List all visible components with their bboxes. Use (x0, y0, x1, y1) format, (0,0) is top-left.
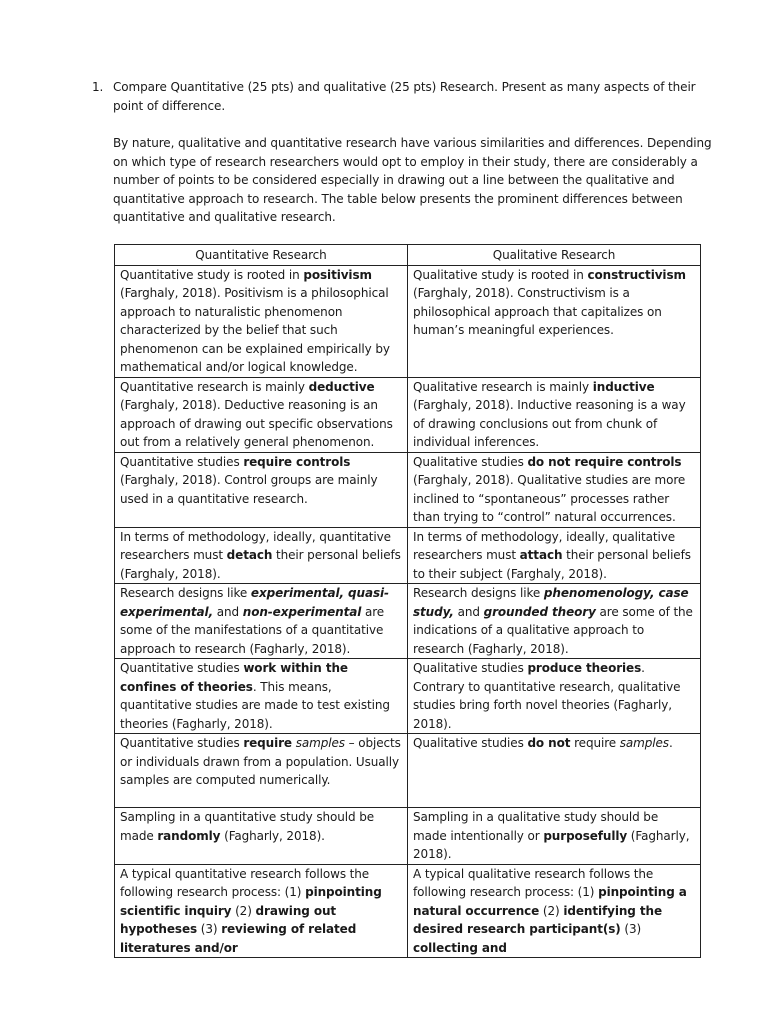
table-header-row (115, 245, 701, 266)
qual-cell: Qualitative research is mainly inductive (Farghaly, 2018). Inductive reasoning is a way of drawing conclusions out from chunk of individual inferences. (408, 377, 701, 452)
table-row (115, 808, 701, 865)
intro-paragraph: By nature, qualitative and quantitative research have various similarities and differences. Depending on which type of research researchers would opt to employ in their study, there are considerably a number of points to be considered especially in drawing out a line between the qualitative and quantitative approach to research. The table below presents the prominent differences between quantitative and qualitative research. (113, 136, 712, 224)
quant-cell: Research designs like experimental, quasi-experimental, and non-experimental are some of the manifestations of a quantitative approach to research (Fagharly, 2018). (115, 584, 408, 659)
header-quantitative: Quantitative Research (115, 245, 408, 266)
quant-cell: In terms of methodology, ideally, quantitative researchers must detach their personal beliefs (Farghaly, 2018). (115, 527, 408, 584)
table-row (115, 584, 701, 659)
header-qualitative: Qualitative Research (408, 245, 701, 266)
qual-cell: A typical qualitative research follows the following research process: (1) pinpointing a natural occurrence (2) identifying the desired research participant(s) (3) collecting and (408, 864, 701, 958)
qual-cell: Qualitative studies do not require controls (Farghaly, 2018). Qualitative studies are more inclined to “spontaneous” processes rather than trying to “control” natural occurrences. (408, 452, 701, 527)
qual-cell: Sampling in a qualitative study should be made intentionally or purposefully (Fagharly, 2018). (408, 808, 701, 865)
question-text: Compare Quantitative (25 pts) and qualitative (25 pts) Research. Present as many aspects of their point of difference. (113, 80, 696, 113)
table-row (115, 864, 701, 958)
quant-cell: Quantitative studies require controls (Farghaly, 2018). Control groups are mainly used in a quantitative research. (115, 452, 408, 527)
table-row (115, 265, 701, 377)
quant-cell: Quantitative research is mainly deductive (Farghaly, 2018). Deductive reasoning is an approach of drawing out specific observations out from a relatively general phenomenon. (115, 377, 408, 452)
table-row (115, 527, 701, 584)
question-1 (92, 78, 712, 115)
quant-cell: Quantitative study is rooted in positivism (Farghaly, 2018). Positivism is a philosophical approach to naturalistic phenomenon characterized by the belief that such phenomenon can be explained empirically by mathematical and/or logical knowledge. (115, 265, 408, 377)
table-row (115, 452, 701, 527)
qual-cell: Qualitative studies produce theories. Contrary to quantitative research, qualitative studies bring forth novel theories (Fagharly, 2018). (408, 659, 701, 734)
table-row (115, 659, 701, 734)
quant-cell: Quantitative studies work within the confines of theories. This means, quantitative studies are made to test existing theories (Fagharly, 2018). (115, 659, 408, 734)
question-number: 1. (92, 80, 104, 94)
quant-cell: A typical quantitative research follows the following research process: (1) pinpointing scientific inquiry (2) drawing out hypotheses (3) reviewing of related literatures and/or (115, 864, 408, 958)
quant-cell: Quantitative studies require samples – objects or individuals drawn from a population. Usually samples are computed numerically. (115, 734, 408, 808)
table-row (115, 734, 701, 808)
qual-cell: Qualitative study is rooted in constructivism (Farghaly, 2018). Constructivism is a philosophical approach that capitalizes on human’s meaningful experiences. (408, 265, 701, 377)
comparison-table (114, 244, 701, 958)
qual-cell: Research designs like phenomenology, case study, and grounded theory are some of the indications of a qualitative approach to research (Fagharly, 2018). (408, 584, 701, 659)
table-row (115, 377, 701, 452)
quant-cell: Sampling in a quantitative study should be made randomly (Fagharly, 2018). (115, 808, 408, 865)
qual-cell: In terms of methodology, ideally, qualitative researchers must attach their personal beliefs to their subject (Farghaly, 2018). (408, 527, 701, 584)
qual-cell: Qualitative studies do not require samples. (408, 734, 701, 808)
